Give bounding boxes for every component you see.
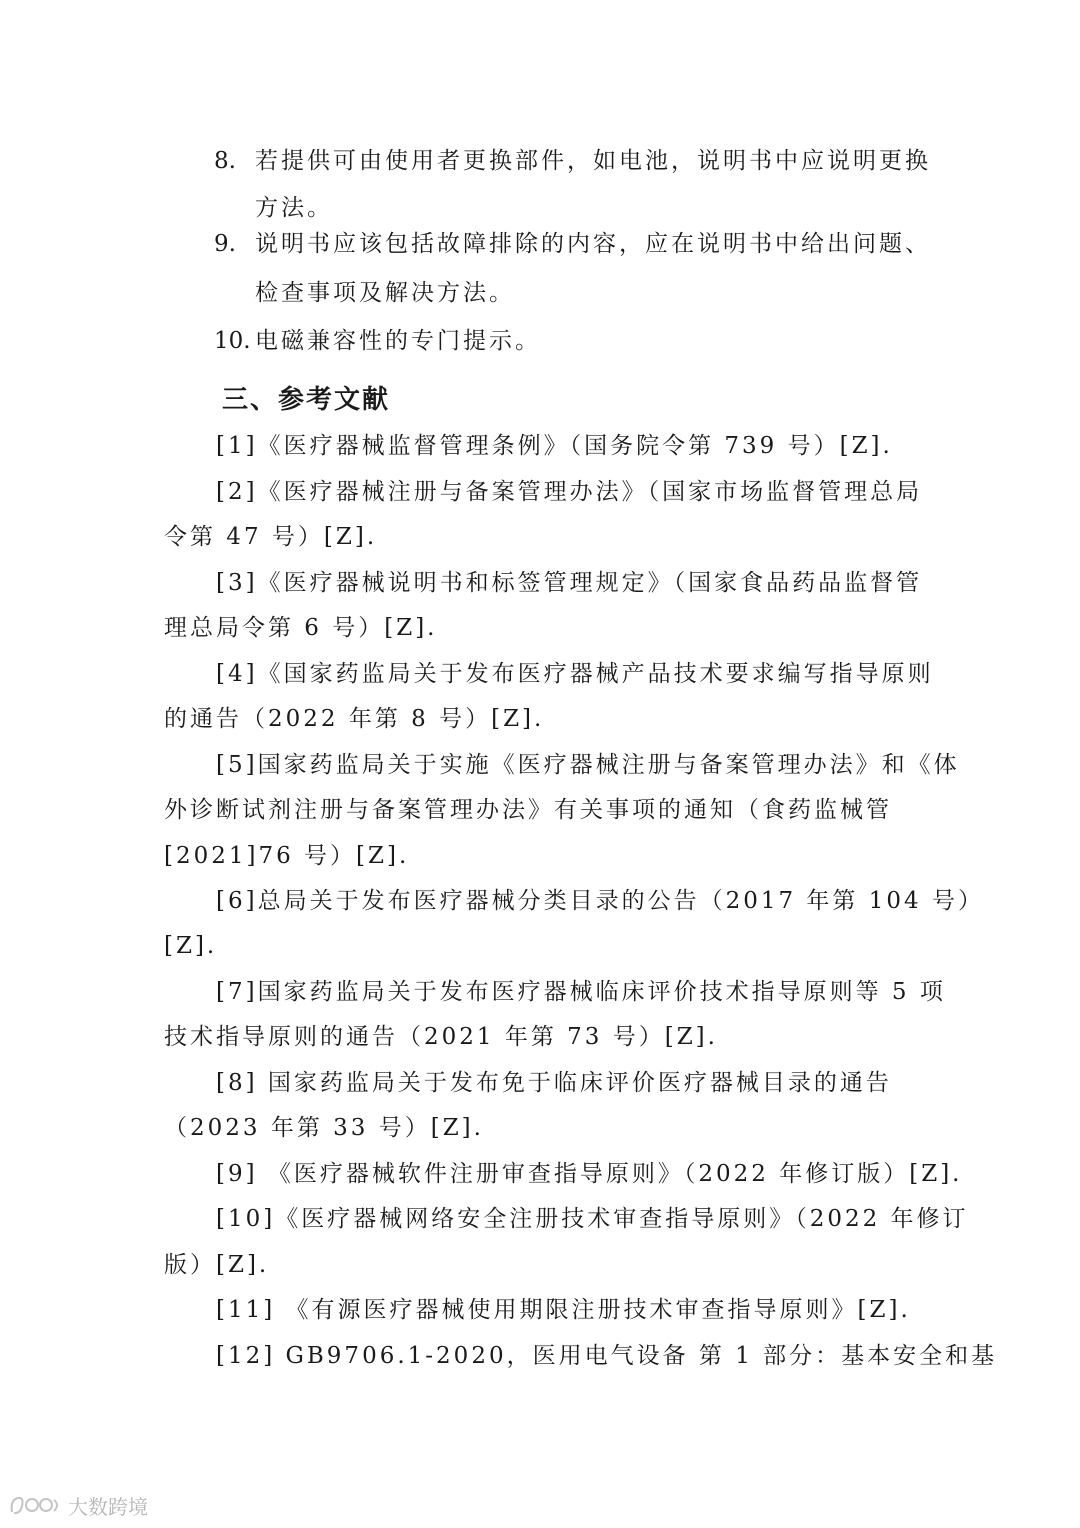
reference-line: [3]《医疗器械说明书和标签管理规定》（国家食品药品监督管 [216, 570, 923, 596]
list-item-line: 检查事项及解决方法。 [255, 280, 515, 306]
reference-line: [10]《医疗器械网络安全注册技术审查指导原则》（2022 年修订 [216, 1206, 969, 1232]
list-item-number: 8. [214, 148, 236, 174]
reference-line: [4]《国家药监局关于发布医疗器械产品技术要求编写指导原则 [216, 661, 934, 687]
section-heading: 三、参考文献 [222, 385, 391, 415]
list-item-line: 方法。 [255, 195, 333, 221]
reference-line: 版）[Z]. [164, 1252, 270, 1278]
list-item-number: 9. [214, 231, 236, 257]
reference-line: [8] 国家药监局关于发布免于临床评价医疗器械目录的通告 [216, 1070, 892, 1096]
list-item-line: 说明书应该包括故障排除的内容，应在说明书中给出问题、 [255, 231, 931, 257]
reference-line: [12] GB9706.1-2020，医用电气设备 第 1 部分：基本安全和基 [216, 1343, 998, 1369]
reference-line: [2]《医疗器械注册与备案管理办法》（国家市场监督管理总局 [216, 479, 923, 505]
reference-line: 令第 47 号）[Z]. [164, 524, 378, 550]
reference-line: [Z]. [164, 933, 218, 959]
reference-line: [9] 《医疗器械软件注册审查指导原则》（2022 年修订版）[Z]. [216, 1161, 963, 1187]
reference-line: 技术指导原则的通告（2021 年第 73 号）[Z]. [164, 1024, 718, 1050]
reference-line: 外诊断试剂注册与备案管理办法》有关事项的通知（食药监械管 [164, 797, 892, 823]
reference-line: [2021]76 号）[Z]. [164, 843, 410, 869]
list-item-number: 10. [214, 328, 251, 354]
watermark [8, 1490, 148, 1520]
reference-line: [7]国家药监局关于发布医疗器械临床评价技术指导原则等 5 项 [216, 979, 946, 1005]
logo-mark-icon [8, 1492, 62, 1518]
reference-line: （2023 年第 33 号）[Z]. [164, 1115, 484, 1141]
watermark-text: 大数跨境 [68, 1494, 148, 1519]
reference-line: [6]总局关于发布医疗器械分类目录的公告（2017 年第 104 号） [216, 888, 984, 914]
reference-line: [1]《医疗器械监督管理条例》（国务院令第 739 号）[Z]. [216, 433, 893, 459]
reference-line: 理总局令第 6 号）[Z]. [164, 615, 438, 641]
reference-line: [5]国家药监局关于实施《医疗器械注册与备案管理办法》和《体 [216, 752, 960, 778]
reference-line: 的通告（2022 年第 8 号）[Z]. [164, 706, 545, 732]
list-item-line: 若提供可由使用者更换部件，如电池，说明书中应说明更换 [255, 148, 931, 174]
list-item-line: 电磁兼容性的专门提示。 [255, 328, 541, 354]
reference-line: [11] 《有源医疗器械使用期限注册技术审查指导原则》[Z]. [216, 1297, 911, 1323]
